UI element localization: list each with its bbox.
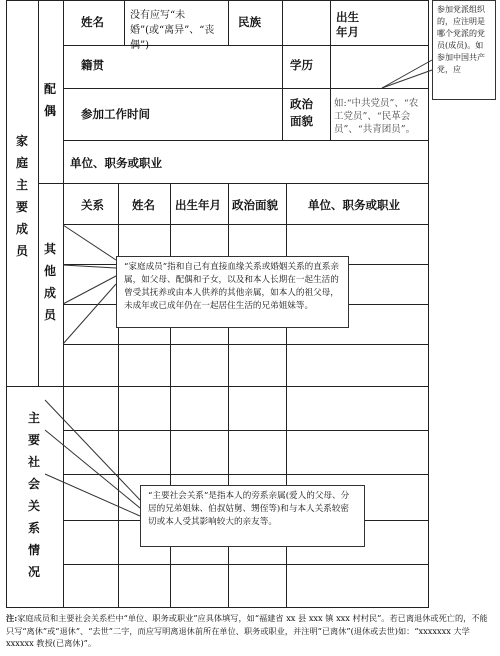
footnote-text: 家庭成员和主要社会关系栏中“单位、职务或职业”应具体填写，如“福建省 xx 县 xxx 镇 xxx 村村民”。若已离退休或死亡的，不能只写“离休”或“退休”、“去世”二字，而应写明离退休前所在单位、职务或职业，并注明“已离休”(退休或去世)如：“xxxxxxx 大学 xxxxxx 教授(已离休)”。 (6, 613, 488, 648)
social-section-label: 主要社会关系情况 (27, 411, 40, 579)
birth-date-label: 出生年月 (336, 10, 359, 39)
family-section-label: 家庭主要成员 (15, 134, 28, 258)
family-members-callout: “家庭成员”指和自己有直接血缘关系或婚姻关系的直系亲属，如父母、配偶和子女，以及和本人长期在一起生活的曾受其抚养或由本人供养的其他亲属，如本人的祖父母，未成年或已成年仍在一起居住生活的兄弟姐妹等。 (116, 256, 349, 328)
work-start-label: 参加工作时间 (81, 107, 150, 121)
political-status-hint: 如:“中共党员”、“农工党员”、“民革会员”、“共青团员”。 (334, 98, 419, 135)
political-status-label: 政治面貌 (290, 97, 313, 128)
native-place-label: 籍贯 (81, 58, 104, 72)
footnote-prefix: 注: (6, 613, 18, 623)
col-political: 政治面貌 (232, 198, 278, 212)
spouse-section-label: 配偶 (43, 82, 56, 118)
name-hint: 没有应写“未婚”(或“离异”、“丧偶”) (130, 10, 215, 51)
education-label: 学历 (290, 58, 313, 72)
ethnicity-label: 民族 (238, 15, 261, 29)
party-callout: 参加党派组织的，应注明是哪个党派的党员(成员)。如参加中国共产党，应 (432, 0, 496, 100)
footnote (6, 612, 494, 650)
spouse-unit-label: 单位、职务或职业 (70, 156, 162, 170)
col-unit: 单位、职务或职业 (308, 198, 400, 212)
name-label: 姓名 (81, 15, 104, 29)
col-birth: 出生年月 (175, 198, 221, 212)
col-name: 姓名 (132, 198, 155, 212)
social-relations-callout: “主要社会关系”是指本人的旁系亲属(爱人的父母、分居的兄弟姐妹、伯叔姑舅、甥侄等)和与本人关系较密切或本人受其影响较大的亲友等。 (140, 485, 365, 547)
col-relation: 关系 (81, 198, 104, 212)
other-members-section-label: 其他成员 (43, 242, 56, 322)
